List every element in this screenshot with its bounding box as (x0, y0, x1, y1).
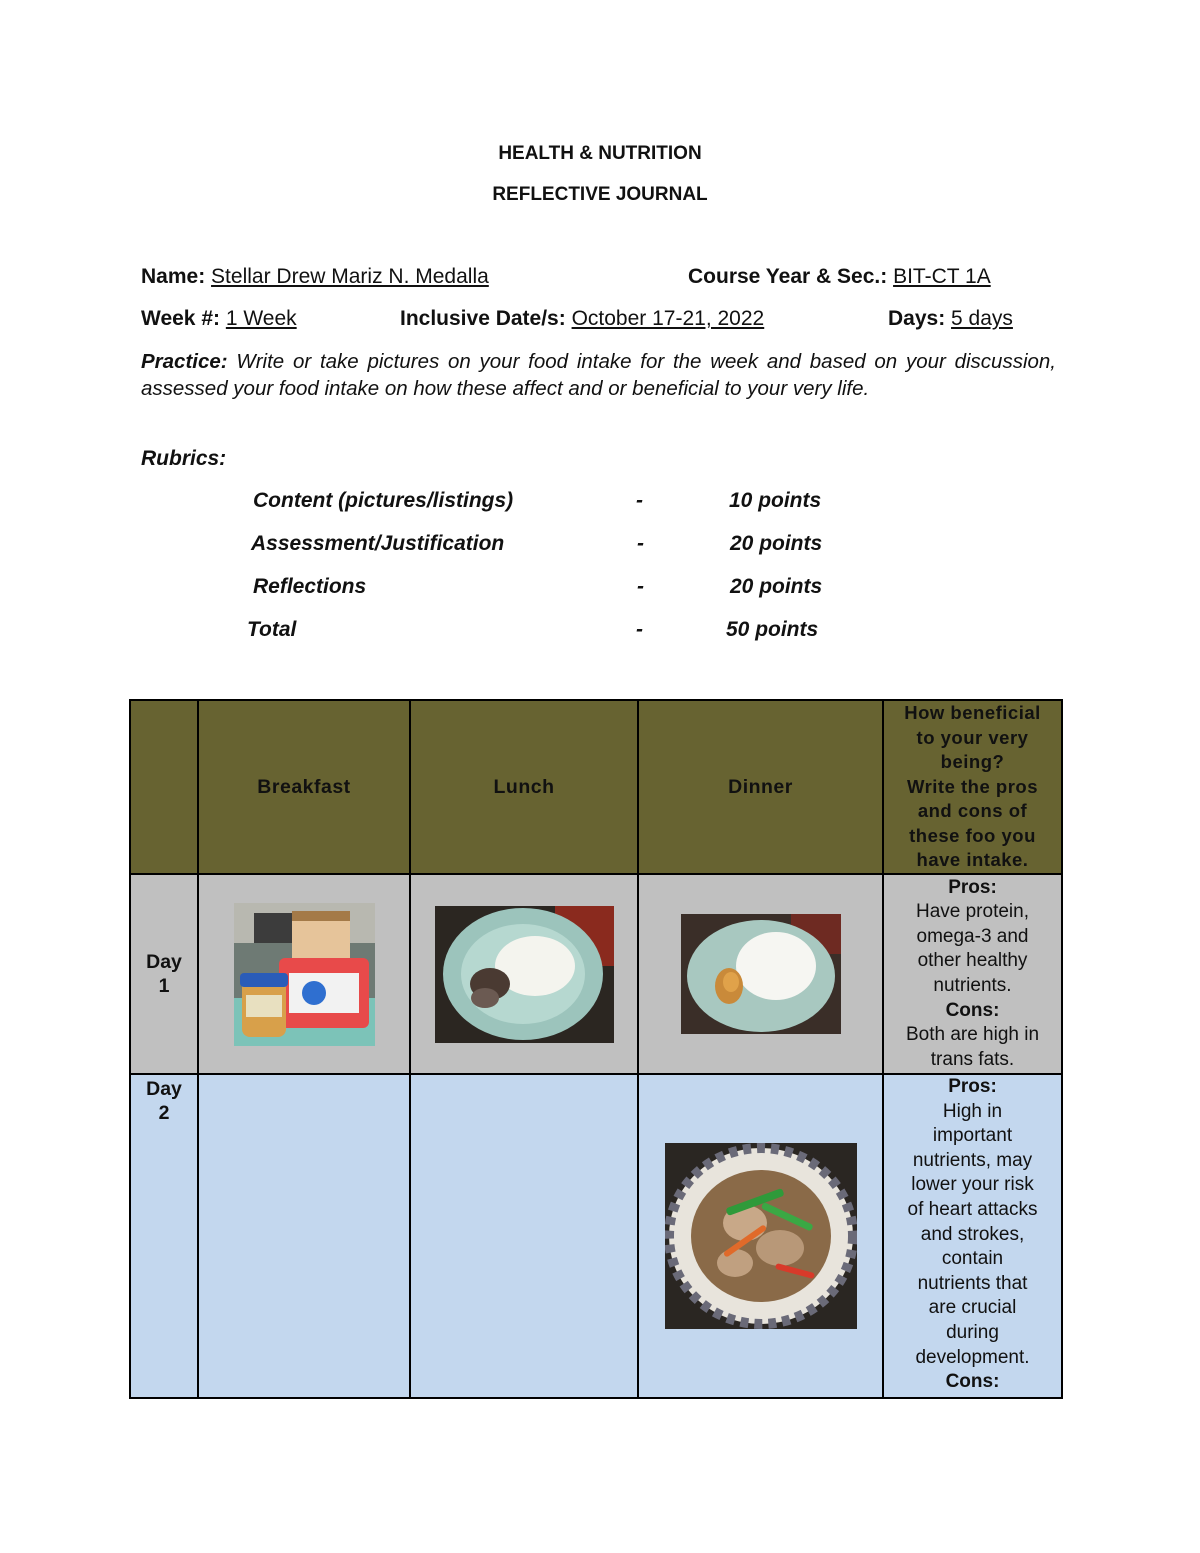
pros-line: lower your risk (911, 1174, 1034, 1196)
header-lunch: Lunch (410, 700, 638, 874)
dinner-cell (638, 874, 883, 1074)
breakfast-photo (234, 903, 375, 1046)
course-value: BIT-CT 1A (893, 265, 991, 288)
day-label-cell (130, 1074, 198, 1398)
header-benefit-line: How beneficial (904, 702, 1041, 724)
header-benefit-line: Write the pros (906, 775, 1039, 797)
pros-line: nutrients that (917, 1272, 1028, 1294)
dinner-photo (681, 914, 841, 1034)
header-empty-cell (130, 700, 198, 874)
rubric-name: Content (pictures/listings) (253, 489, 514, 512)
week-value: 1 Week (225, 307, 297, 330)
breakfast-cell (198, 874, 410, 1074)
rubric-dash: - (637, 532, 644, 555)
days-value: 5 days (951, 307, 1013, 330)
rubric-name: Reflections (253, 575, 367, 598)
pros-line: Have protein, (915, 901, 1029, 923)
name-label: Name: (141, 265, 206, 288)
header-benefit-line: have intake. (916, 849, 1029, 871)
pros-label: Pros: (948, 1076, 997, 1097)
pros-cons-cell (883, 1074, 1062, 1398)
pros-line: nutrients, may (912, 1149, 1033, 1171)
pros-label: Pros: (948, 876, 997, 898)
course-label: Course Year & Sec.: (688, 265, 888, 288)
rubric-points: 20 points (730, 532, 823, 555)
dinner-cell (638, 1074, 883, 1398)
rubric-points: 20 points (730, 575, 823, 598)
food-journal-table (129, 699, 1063, 1399)
week-field (141, 307, 297, 331)
header-benefit (883, 700, 1062, 874)
dates-value: October 17-21, 2022 (571, 307, 765, 330)
name-value: Stellar Drew Mariz N. Medalla (211, 265, 489, 288)
document-title: HEALTH & NUTRITION (498, 143, 702, 164)
table-header-row (130, 700, 1062, 874)
lunch-photo (435, 906, 614, 1043)
pros-line: other healthy (917, 950, 1028, 972)
day-label: Day (146, 1078, 182, 1100)
dinner-photo (665, 1143, 857, 1329)
document-subtitle: REFLECTIVE JOURNAL (492, 184, 708, 205)
pros-line: and strokes, (920, 1223, 1025, 1245)
pros-line: important (932, 1125, 1013, 1147)
pros-line: contain (941, 1248, 1004, 1270)
lunch-cell (410, 1074, 638, 1398)
practice-label: Practice: (141, 350, 228, 373)
practice-paragraph (141, 348, 1056, 402)
pros-line: during (946, 1321, 999, 1343)
pros-line: of heart attacks (907, 1198, 1038, 1220)
header-dinner: Dinner (638, 700, 883, 874)
pros-cons-cell (883, 874, 1062, 1074)
day-label: Day (146, 951, 182, 973)
cons-line: Both are high in (905, 1024, 1040, 1046)
header-benefit-line: being? (940, 751, 1005, 773)
dates-field (400, 307, 764, 331)
table-row-day-2 (130, 1074, 1062, 1398)
rubric-name: Assessment/Justification (251, 532, 505, 555)
rubric-points: 10 points (729, 489, 822, 512)
practice-text: Write or take pictures on your food intake for the week and based on your discussion, assessed your food intake on how these affect and or beneficial to your very life. (141, 350, 1056, 400)
header-breakfast: Breakfast (198, 700, 410, 874)
rubric-points: 50 points (726, 618, 819, 641)
lunch-cell (410, 874, 638, 1074)
cons-line: trans fats. (930, 1048, 1015, 1070)
header-benefit-line: and cons of (917, 800, 1028, 822)
rubric-dash: - (636, 618, 643, 641)
pros-line: nutrients. (933, 975, 1012, 996)
course-field (688, 265, 991, 289)
cons-label: Cons: (945, 999, 1000, 1021)
pros-line: omega-3 and (916, 925, 1029, 947)
rubric-name: Total (247, 618, 297, 641)
pros-line: development. (915, 1346, 1030, 1368)
rubric-dash: - (637, 575, 644, 598)
day-number: 1 (158, 975, 170, 997)
pros-line: are crucial (928, 1297, 1017, 1319)
breakfast-cell (198, 1074, 410, 1398)
day-number: 2 (158, 1102, 170, 1124)
rubric-dash: - (636, 489, 643, 512)
header-benefit-line: to your very (916, 726, 1029, 748)
table-row-day-1 (130, 874, 1062, 1074)
day-label-cell (130, 874, 198, 1074)
dates-label: Inclusive Date/s: (400, 307, 566, 330)
rubrics-label: Rubrics: (141, 447, 227, 470)
week-label: Week #: (141, 307, 220, 330)
days-label: Days: (888, 307, 946, 330)
header-benefit-line: these foo you (909, 824, 1036, 846)
name-field (141, 265, 489, 289)
pros-line: High in (942, 1100, 1003, 1122)
cons-label: Cons: (945, 1371, 1000, 1393)
days-field (888, 307, 1013, 331)
